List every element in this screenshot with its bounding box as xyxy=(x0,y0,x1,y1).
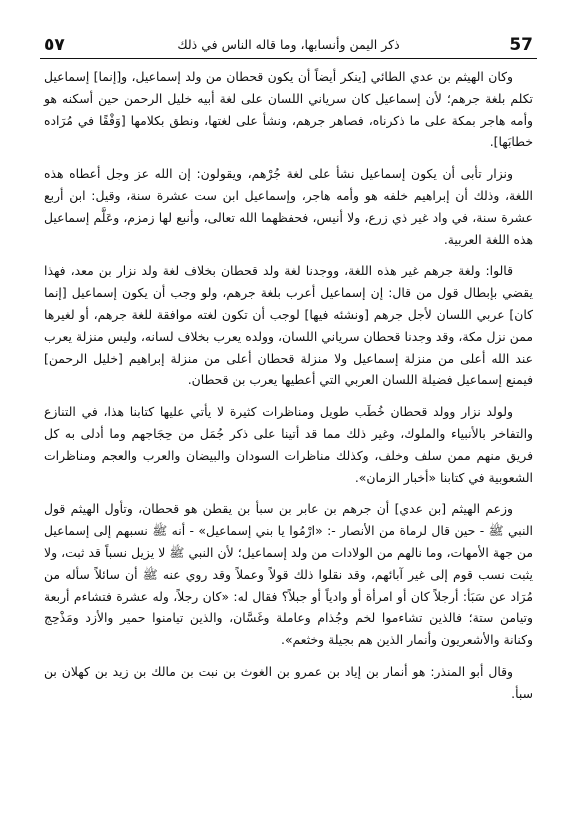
paragraph: قالوا: ولغة جرهم غير هذه اللغة، ووجدنا لغة ولد قحطان بخلاف لغة ولد نزار بن معد، فهذا يقضي بإبطال قول من قال: إن إسماعيل أعرب بلغة جرهم، ولو وجب أن يكون إسماعيل [إنما كان] عربي اللسان لأجل جرهم [ونشئه فيها] لوجب أن تكون لغته موافقة للغة جرهم، أو لغيرها ممن نزل مكة، وقد وجدنا قحطان سرياني اللسان، وولده يعرب بخلاف لسانه، وليس منزلة يعرب عند الله أعلى من منزلة إسماعيل ولا منزلة قحطان أعلى من منزلة إبراهيم [خليل الرحمن] فيمنع إسماعيل فضيلة اللسان العربي التي أعطيها يعرب بن قحطان. xyxy=(44,263,533,388)
page-header xyxy=(40,34,537,60)
page-number-latin: 57 xyxy=(509,35,533,55)
paragraph: وكان الهيثم بن عدي الطائي [ينكر أيضاً أن يكون قحطان من ولد إسماعيل، و[إنما] إسماعيل تكلم بلغة جرهم؛ لأن إسماعيل كان سرياني اللسان على لغة أبيه خليل الرحمن حين أسكنه هو وأمه هاجر بمكة على ما ذكرناه، فصاهر جرهم، ونشأ على لغتها، ونطق بكلامها [وَفْقًا في مُرَاده خطابَها]. xyxy=(44,69,533,150)
paragraph: ونزار تأبى أن يكون إسماعيل نشأ على لغة جُرْهم، ويقولون: إن الله عز وجل أعطاه هذه اللغة، وذلك أن إبراهيم خلفه هو وأمه هاجر، وإسماعيل ابن ست عشرة سنة، وقيل: ابن أربع عشرة سنة، في واد غير ذي زرع، ولا أنيس، فحفظهما الله تعالى، وأنبع لها زمزم، وعَلَّم إسماعيل هذه اللغة العربية. xyxy=(44,166,533,247)
paragraph: وقال أبو المنذر: هو أنمار بن إياد بن عمرو بن الغوث بن نبت بن مالك بن زيد بن كهلان بن سبأ. xyxy=(44,663,533,701)
header-rule xyxy=(40,58,537,59)
paragraph: وزعم الهيثم [بن عدي] أن جرهم بن عابر بن سبأ بن يقطن هو قحطان، وتأول الهيثم قول النبي ﷺ - حين قال لرماة من الأنصار -: «ارْمُوا يا بني إسماعيل» - أنه ﷺ نسبهم إلى إسماعيل من جهة الأمهات، وما نالهم من الولادات من ولد إسماعيل؛ لأن النبي ﷺ لا يزيل نسباً قد ثبت، ولا يثبت نسب قوم إلى غير آبائهم، وقد نقلوا ذلك قولاً وعملاً وقد روي عنه ﷺ أن سائلاً سأله من مُرَاد عن سَبَأ: أرجلاً كان أو امرأة أو وادياً أو جبلاً؟ فقال له: «كان رجلاً، وله عشرة فتشاءم أربعة وتيامن ستة؛ فالذين تشاءموا لخم وجُذام وعاملة وغَسَّان، والذين تيامنوا حمير والأزد ومَذْحِج وكنانة والأشعريون وأنمار الذين هم بجيلة وخثعم». xyxy=(44,501,533,648)
paragraph: ولولد نزار وولد قحطان خُطَب طويل ومناظرات كثيرة لا يأتي عليها كتابنا هذا، في التنازع والتفاخر بالأنبياء والملوك، وغير ذلك مما قد أتينا على ذكر جُمَل من حِجَاجهم وما أدلى به كل فريق منهم ممن سلف وخلف، وكذلك مناظرات السودان والبيضان والعرب والعجم ومناظرات الشعوبية في كتابنا «أخبار الزمان». xyxy=(44,404,533,485)
page-number-arabic: ٥٧ xyxy=(44,35,65,55)
page-body xyxy=(44,66,533,705)
running-title: ذكر اليمن وأنسابها، وما قاله الناس في ذلك xyxy=(177,37,400,52)
